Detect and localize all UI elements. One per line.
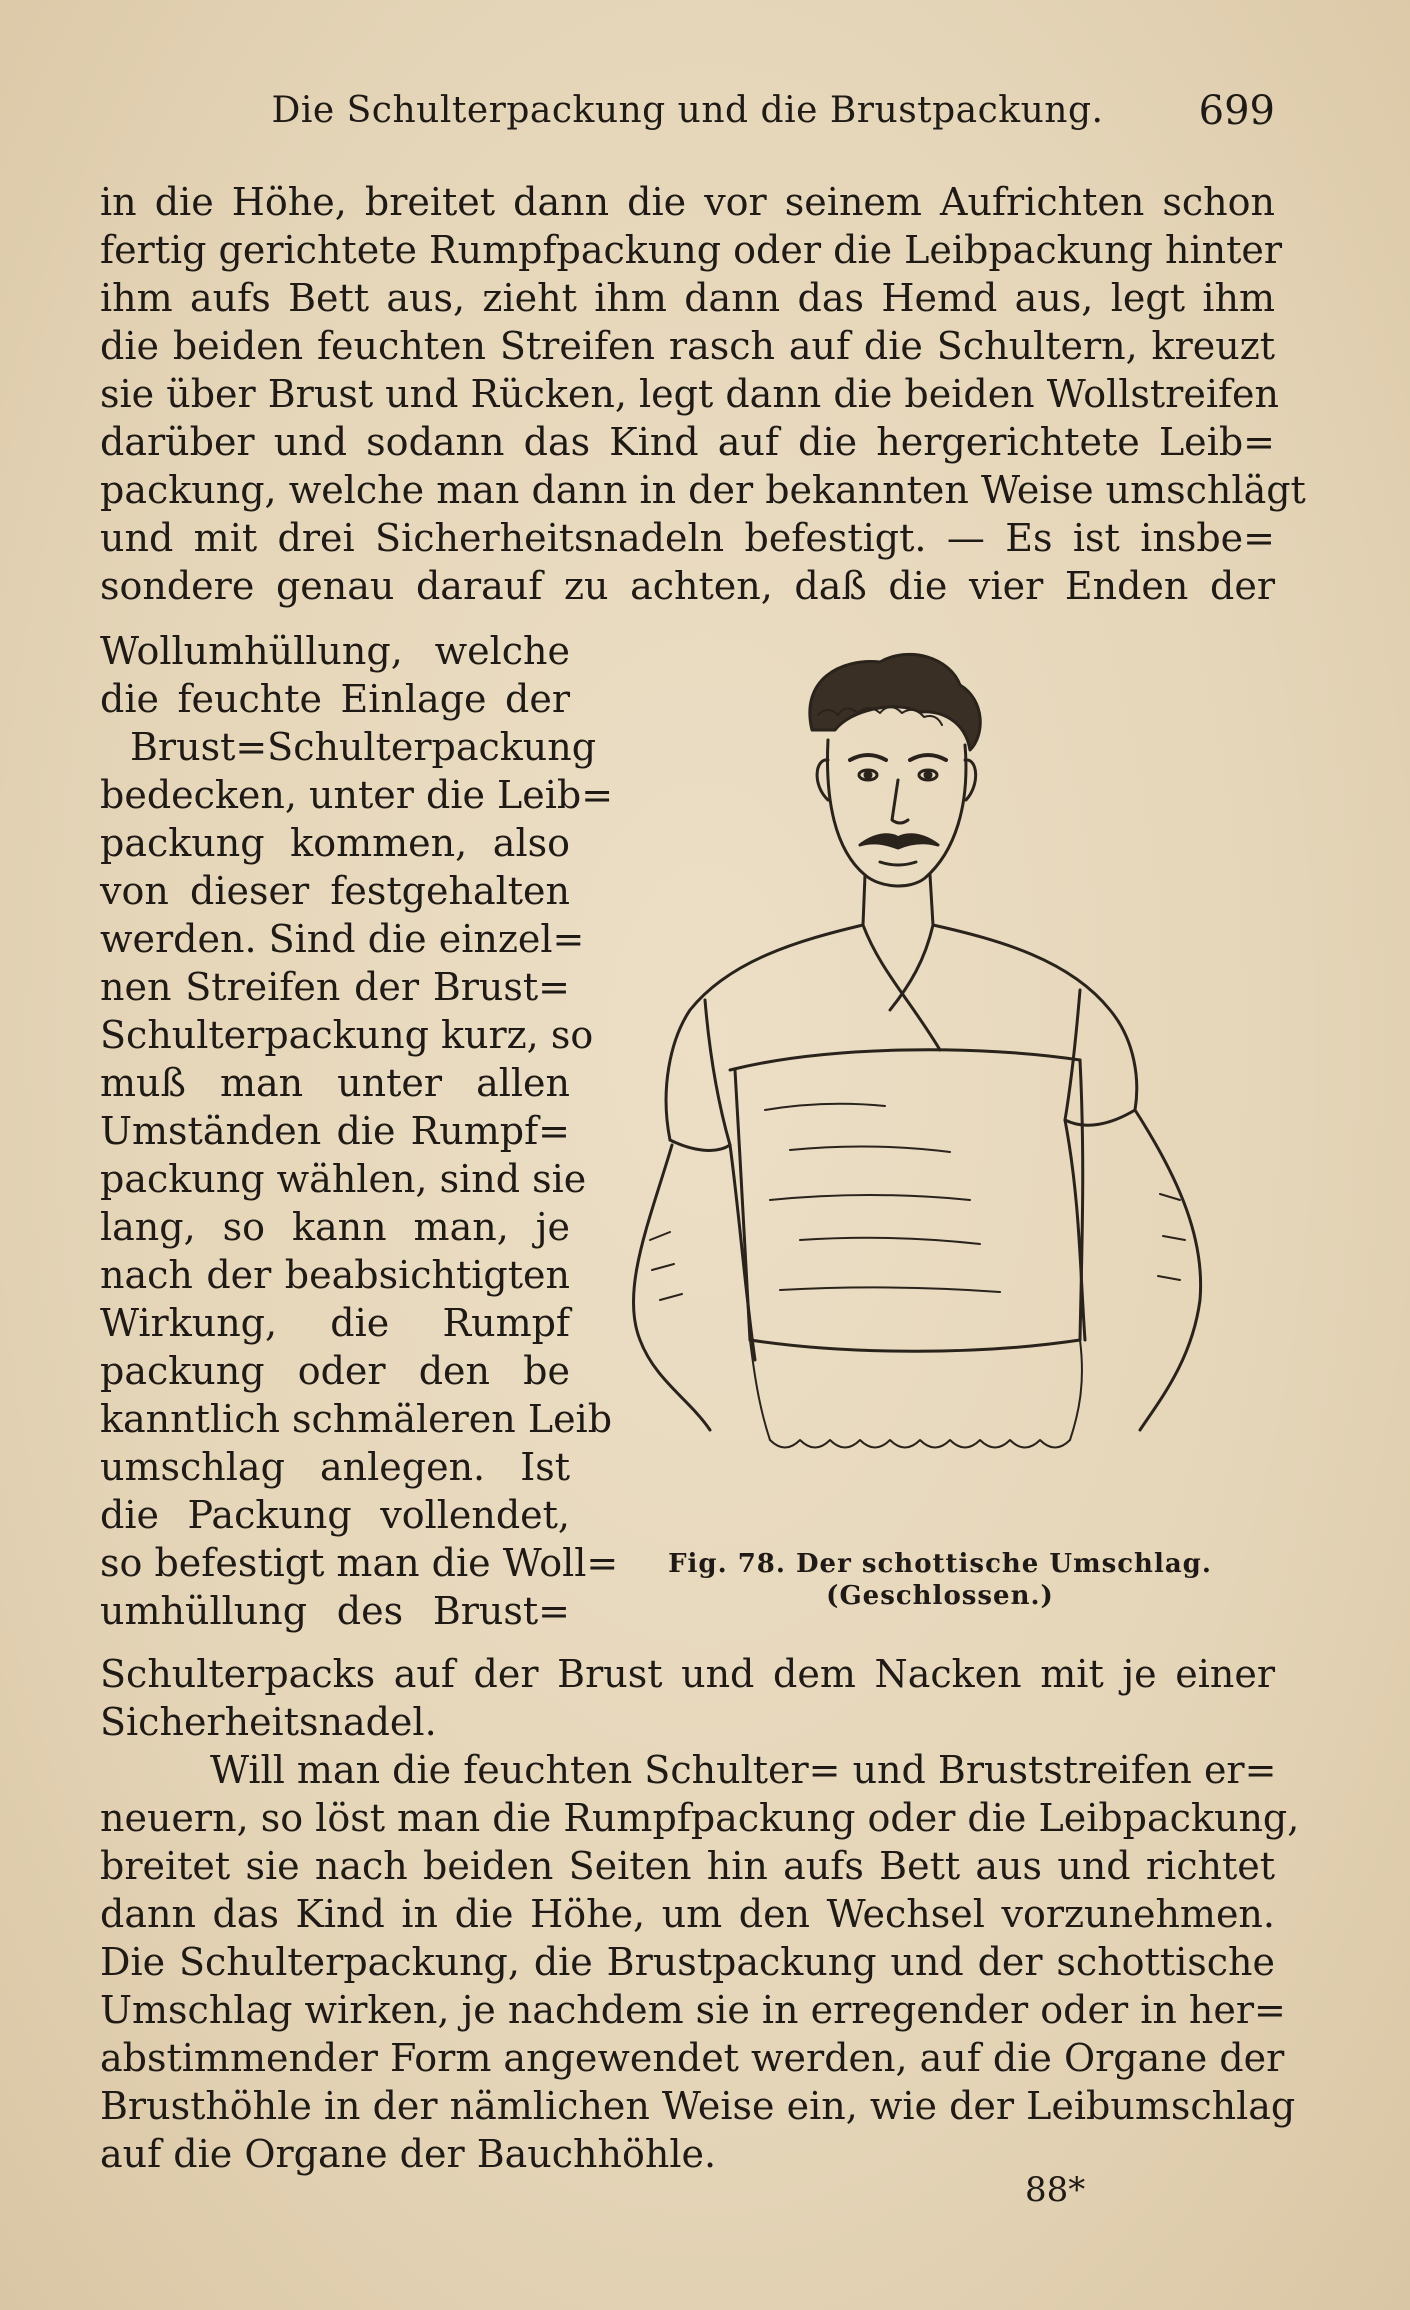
caption-title: Fig. 78. Der schottische Umschlag. [668,1549,1212,1579]
text-line: in die Höhe, breitet dann die vor seinem Aufrichten schon [100,180,1275,224]
continuation-lines [100,1650,1275,1746]
text-line: umhüllung des Brust= [100,1589,570,1633]
left-column-text [100,627,619,1635]
man-with-chest-wrap-illustration [580,640,1280,1540]
text-line: abstimmender Form angewendet werden, auf die Organe der [100,2036,1285,2080]
text-line: umschlag anlegen. Ist [100,1445,570,1489]
caption-subtitle: (Geschlossen.) [826,1581,1054,1611]
text-line: breitet sie nach beiden Seiten hin aufs Bett aus und richtet [100,1844,1275,1888]
text-line: packung kommen, also [100,821,570,865]
text-line: Brust=Schulterpackung [130,725,597,769]
text-line: Schulterpacks auf der Brust und dem Nacken mit je einer [100,1652,1275,1696]
text-line: Sicherheitsnadel. [100,1700,437,1744]
text-line: packung oder den be [100,1349,570,1393]
page-header [100,90,1275,140]
text-line: muß man unter allen [100,1061,570,1105]
text-line: so befestigt man die Woll= [100,1541,619,1585]
text-line: Umständen die Rumpf= [100,1109,570,1153]
text-line: packung wählen, sind sie [100,1157,587,1201]
text-line: sondere genau darauf zu achten, daß die vier Enden der [100,564,1275,608]
text-line: Will man die feuchten Schulter= und Bruststreifen er= [210,1748,1277,1792]
text-line: die feuchte Einlage der [100,677,570,721]
text-line: dann das Kind in die Höhe, um den Wechsel vorzunehmen. [100,1892,1275,1936]
text-line: ihm aufs Bett aus, zieht ihm dann das Hemd aus, legt ihm [100,276,1275,320]
text-line: von dieser festgehalten [100,869,570,913]
text-line: Wirkung, die Rumpf [100,1301,570,1345]
text-line: auf die Organe der Bauchhöhle. [100,2132,717,2176]
text-line: sie über Brust und Rücken, legt dann die beiden Wollstreifen [100,372,1280,416]
text-line: werden. Sind die einzel= [100,917,585,961]
text-line: packung, welche man dann in der bekannten Weise umschlägt [100,468,1306,512]
text-line: kanntlich schmäleren Leib [100,1397,613,1441]
signature-mark: 88* [1025,2170,1086,2210]
text-line: die Packung vollendet, [100,1493,570,1537]
top-paragraph [100,178,1306,610]
text-line: neuern, so löst man die Rumpfpackung oder die Leibpackung, [100,1796,1300,1840]
page-number: 699 [1198,88,1275,134]
text-line: nen Streifen der Brust= [100,965,570,1009]
text-line: Umschlag wirken, je nachdem sie in erregender oder in her= [100,1988,1286,2032]
text-line: bedecken, unter die Leib= [100,773,614,817]
figure-illustration [580,640,1280,1540]
running-head: Die Schulterpackung und die Brustpackung. [271,90,1104,131]
text-line: Die Schulterpackung, die Brustpackung und der schottische [100,1940,1275,1984]
text-line: nach der beabsichtigten [100,1253,570,1297]
text-line: Brusthöhle in der nämlichen Weise ein, wie der Leibumschlag [100,2084,1296,2128]
text-line: die beiden feuchten Streifen rasch auf die Schultern, kreuzt [100,324,1275,368]
second-paragraph [100,1746,1300,2178]
text-line: lang, so kann man, je [100,1205,570,1249]
text-line: fertig gerichtete Rumpfpackung oder die Leibpackung hinter [100,228,1283,272]
text-line: Schulterpackung kurz, so [100,1013,594,1057]
figure-caption [600,1548,1280,1612]
text-line: und mit drei Sicherheitsnadeln befestigt. — Es ist insbe= [100,516,1275,560]
text-line: Wollumhüllung, welche [100,629,570,673]
text-line: darüber und sodann das Kind auf die hergerichtete Leib= [100,420,1275,464]
